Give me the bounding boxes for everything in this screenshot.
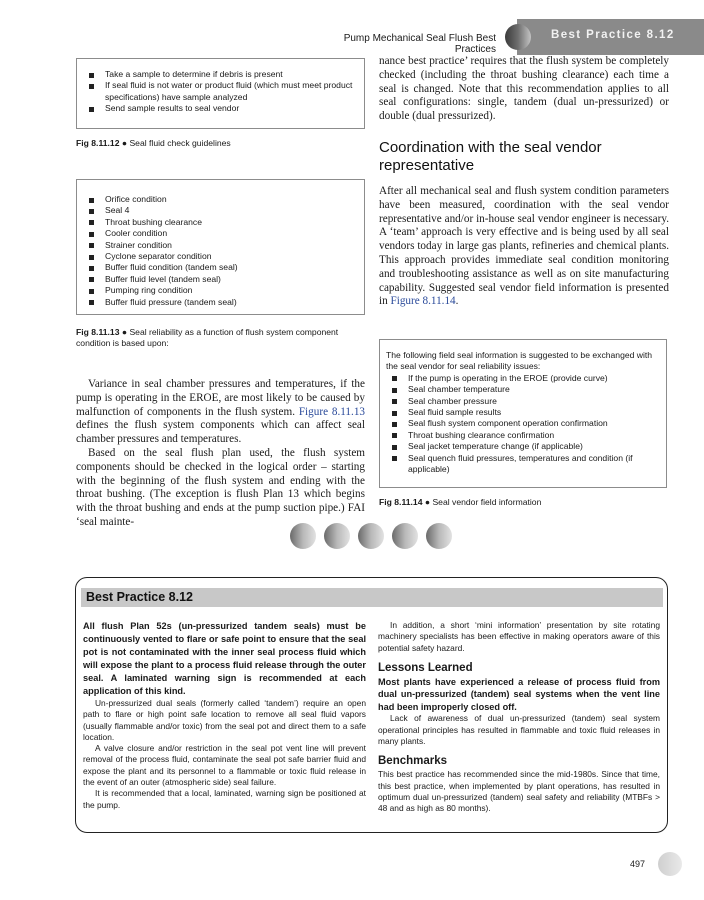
fig-8-11-12-list [83, 69, 358, 115]
list-item: Send sample results to seal vendor [83, 103, 358, 114]
list-item: Seal flush system component operation confirmation [386, 418, 660, 429]
benchmarks-heading: Benchmarks [378, 755, 448, 768]
dot-ornament [426, 523, 452, 549]
list-item: Cyclone separator condition [83, 251, 358, 262]
right-top-text [379, 55, 669, 124]
list-item: Seal chamber temperature [386, 384, 660, 395]
running-title: Pump Mechanical Seal Flush Best Practices [343, 33, 496, 55]
figure-link[interactable]: Figure 8.11.13 [298, 405, 366, 418]
dot-ornament [324, 523, 350, 549]
left-body-text [76, 378, 365, 530]
page-circle-ornament [658, 852, 682, 876]
section-label: Best Practice 8.12 [551, 29, 675, 41]
list-item: Throat bushing clearance [83, 217, 358, 228]
paragraph: In addition, a short ‘mini information’ presentation by site rotating machinery specialists has been effective in making operators aware of this potential safety hazard. [378, 620, 660, 653]
text-run: After all mechanical seal and flush system condition parameters have been measured, coordination with the seal vendor representative and/or in-house seal vendor engineer is necessary. A ‘team’ approach is very effective and is being used by all seal vendors today in large gas plants, refineries and chemical plants. This approach provides immediate seal condition monitoring and troubleshooting assistance as well as on site manufacturing capability. Suggested seal vendor field information is presented in [379, 185, 669, 308]
paragraph: Lack of awareness of dual un-pressurized (tandem) seal system operational principles has resulted in flammable and toxic fluid releases in many plants. [378, 713, 660, 746]
dot-ornament [290, 523, 316, 549]
fig-8-11-13-list [83, 194, 358, 308]
section-heading: Coordination with the seal vendor representative [379, 139, 602, 174]
best-practice-lead: All flush Plan 52s (un-pressurized tandem seals) must be continuously vented to flare or safe point to ensure that the seal pot is not contaminated with the inner seal process fluid which will expose the plant to a process fluid release through the outer seal. A laminated warning sign is recommended at each application of this kind. [83, 621, 366, 696]
list-item: Take a sample to determine if debris is present [83, 69, 358, 80]
list-item: Strainer condition [83, 240, 358, 251]
fig-caption-text: Seal reliability as a function of flush system component condition is based upon: [76, 327, 339, 349]
list-item: Pumping ring condition [83, 285, 358, 296]
text-run: Variance in seal chamber pressures and temperatures, if the pump is operating in the EROE, are most likely to be caused by malfunction of components in the flush system. [76, 378, 365, 418]
list-item: Seal 4 [83, 205, 358, 216]
fig-caption-number: Fig 8.11.14 [379, 497, 423, 507]
paragraph [76, 378, 365, 447]
paragraph: A valve closure and/or restriction in the seal pot vent line will prevent removal of the process fluid, contaminate the seal pot safe barrier fluid and expose the plant and its personnel to a flammable or toxic fluid release in the event of an outer (atmospheric side) seal failure. [83, 743, 366, 788]
dot-ornament [392, 523, 418, 549]
best-practice-box [75, 577, 668, 833]
fig-8-11-12-caption: Fig 8.11.12 ● Seal fluid check guidelines [76, 138, 231, 148]
fig-caption-number: Fig 8.11.12 [76, 138, 120, 148]
header-circle-ornament [505, 24, 531, 50]
fig-8-11-14-intro: The following field seal information is suggested to be exchanged with the seal vendor for seal reliability issues: [386, 350, 653, 372]
paragraph: This best practice has recommended since the mid-1980s. Since that time, this best practice, when implemented by plant operations, has resulted in optimum dual un-pressurized (tandem) seal safety and reliability (MTBFs > 48 and as high as 80 months). [378, 769, 660, 814]
fig-8-11-14-box [379, 339, 667, 488]
page-number: 497 [630, 859, 646, 869]
list-item: Buffer fluid level (tandem seal) [83, 274, 358, 285]
fig-8-11-13-box [76, 179, 365, 315]
fig-caption-text: Seal vendor field information [432, 497, 542, 507]
paragraph [379, 185, 669, 309]
fig-8-11-12-box [76, 58, 365, 129]
list-item: Throat bushing clearance confirmation [386, 430, 660, 441]
list-item: Buffer fluid pressure (tandem seal) [83, 297, 358, 308]
paragraph: Un-pressurized dual seals (formerly called ‘tandem’) require an open path to flare or high point safe location to remove all seal fluid vapors (usually flammable and/or toxic) from the seal pot and direct them to a safe location. [83, 698, 366, 742]
paragraph: It is recommended that a local, laminated, warning sign be positioned at the pump. [83, 788, 366, 810]
list-item: Seal quench fluid pressures, temperatures and condition (if applicable) [386, 453, 660, 476]
best-practice-title-bar [81, 588, 663, 607]
list-item: Seal jacket temperature change (if applicable) [386, 441, 660, 452]
lessons-learned-heading: Lessons Learned [378, 661, 473, 674]
fig-8-11-13-caption: Fig 8.11.13 ● Seal reliability as a function of flush system component condition is based upon: [76, 327, 339, 349]
text-run: defines the flush system components which can affect seal chamber pressures and temperatures. [76, 419, 365, 446]
dot-ornament [358, 523, 384, 549]
fig-caption-number: Fig 8.11.13 [76, 327, 120, 337]
section-band [517, 19, 704, 55]
fig-8-11-14-caption: Fig 8.11.14 ● Seal vendor field information [379, 497, 542, 507]
list-item: Seal chamber pressure [386, 396, 660, 407]
fig-8-11-14-list [386, 373, 660, 476]
text-run: . [455, 295, 459, 308]
paragraph: nance best practice’ requires that the flush system be completely checked (including the throat bushing clearance) each time a seal is changed. Note that this recommendation applies to all seal configurations: single, tandem (dual un-pressurized) or double (dual pressurized). [379, 55, 669, 123]
best-practice-title: Best Practice 8.12 [86, 590, 194, 604]
list-item: Orifice condition [83, 194, 358, 205]
best-practice-left-column [83, 620, 366, 811]
right-body-text [379, 185, 669, 309]
figure-link[interactable]: Figure 8.11.14 [390, 295, 456, 308]
list-item: Buffer fluid condition (tandem seal) [83, 262, 358, 273]
paragraph: Based on the seal flush plan used, the flush system components should be checked in the logical order – starting with the beginning of the flush system and ending with the throat bushing. (The exception is flush Plan 13 which begins with the throat bushing and ends at the pump suction pipe.) FAI ‘seal mainte- [76, 446, 365, 528]
list-item: Seal fluid sample results [386, 407, 660, 418]
best-practice-right-column [378, 620, 660, 814]
lessons-learned-lead: Most plants have experienced a release of process fluid from dual un-pressurized (tandem) seal systems when the vent line had been improperly closed off. [378, 676, 660, 712]
fig-caption-text: Seal fluid check guidelines [129, 138, 231, 148]
list-item: If seal fluid is not water or product fluid (which must meet product specifications) have sample analyzed [83, 80, 358, 103]
list-item: Cooler condition [83, 228, 358, 239]
list-item: If the pump is operating in the EROE (provide curve) [386, 373, 660, 384]
